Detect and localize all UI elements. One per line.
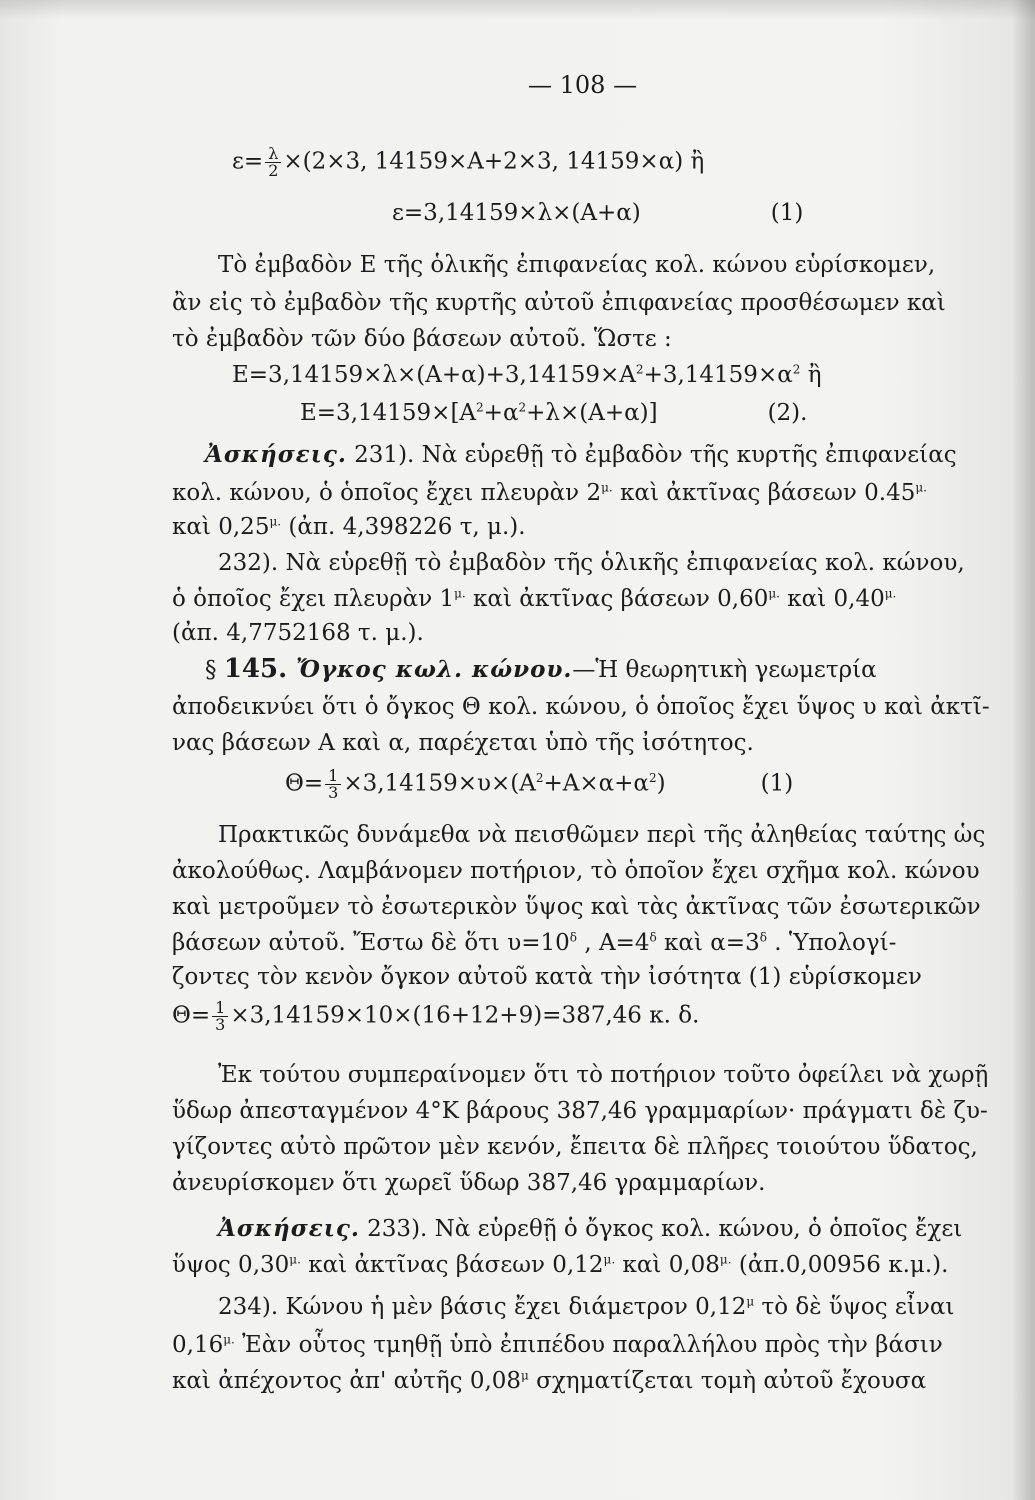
unit-sup: μ. [603,1252,616,1267]
paragraph-line: ὕδωρ ἀπεσταγμένον 4°Κ βάρους 387,46 γραμμαρίων· πράγματι δὲ ζυ- [172,1098,988,1124]
formula-or: ἢ [807,362,822,388]
exercise-text: καὶ 0,40 [779,586,885,612]
formula-line-1 [232,146,704,179]
formula-rhs: ×3,14159×10×(16+12+9)=387,46 κ. δ. [230,1002,700,1029]
paragraph-text: , Α=4 [577,930,650,956]
formula-line-6 [172,1000,699,1033]
formula-part: +Α×α+α [543,770,649,797]
superscript: 2 [535,770,544,785]
paragraph-text: . Ὑπολογί- [766,930,897,956]
paragraph-line: τὸ ἐμβαδὸν τῶν δύο βάσεων αὐτοῦ. Ὥστε : [172,326,672,352]
formula-lhs: Θ= [172,1002,211,1029]
formula-part: ) [656,770,666,797]
exercises-heading: Ἀσκήσεις. [218,1215,360,1242]
exercise-text: καὶ ἀκτῖνας βάσεων 0,12 [300,1252,604,1278]
unit-sup: μ. [454,586,466,601]
formula-part: +α [483,400,519,426]
paragraph-text: βάσεων αὐτοῦ. Ἔστω δὲ ὅτι υ=10 [172,930,570,956]
superscript: 2 [648,770,657,785]
paragraph-line: ἀνευρίσκομεν ὅτι χωρεῖ ὕδωρ 387,46 γραμμαρίων. [172,1170,766,1196]
top-shadow [0,0,1035,20]
exercise-text: (ἀπ. 4,398226 τ, μ.). [281,514,526,540]
unit-sup: μ. [223,1332,235,1347]
formula-part: Ε=3,14159×[Α [300,400,477,426]
formula-tag: (2). [767,400,808,426]
formula-tag: (1) [760,770,794,797]
formula-line-4 [300,398,807,428]
exercise-text: 234). Κώνου ἡ μὲν βάσις ἔχει διάμετρον 0,12 [218,1294,747,1320]
unit-sup: μ [521,1368,529,1383]
unit-sup: δ [759,930,767,945]
superscript: 2 [635,362,644,377]
exercise-text: (ἀπ.0,00956 κ.μ.). [731,1252,949,1278]
exercise-text: καὶ 0,25 [172,514,270,540]
section-text-line: ἀποδεικνύει ὅτι ὁ ὄγκος Θ κολ. κώνου, ὁ ὁποῖος ἔχει ὕψος υ καὶ ἀκτῖ- [172,694,990,720]
paragraph-line: Τὸ ἐμβαδὸν Ε τῆς ὁλικῆς ἐπιφανείας κολ. κώνου εὑρίσκομεν, [218,252,936,278]
fraction-denominator: 3 [328,783,339,802]
superscript: 2 [476,400,484,415]
paragraph-line [172,928,896,958]
fraction-numerator: 1 [212,1000,228,1017]
unit-sup: μ [746,1294,755,1309]
formula-part: Ε=3,14159×λ×(Α+α)+3,14159×Α [232,362,636,388]
formula-part: +3,14159×α [643,362,793,388]
exercise-text: 231). Νὰ εὑρεθῇ τὸ ἐμβαδὸν τῆς κυρτῆς ἐπιφανείας [346,442,957,468]
exercise-text: ὁ ὁποῖος ἔχει πλευρὰν 1 [172,586,455,612]
exercise-234-line [172,1366,926,1396]
formula-line-3 [232,360,821,390]
section-number: 145. [223,654,288,684]
exercise-231-line [205,440,957,470]
paragraph-line: ἂν εἰς τὸ ἐμβαδὸν τῆς κυρτῆς αὐτοῦ ἐπιφανείας προσθέσωμεν καὶ [172,290,946,316]
fraction [265,146,281,179]
unit-sup: μ. [915,480,927,495]
formula-tag: (1) [770,200,804,226]
exercise-text: 0,16 [172,1332,224,1358]
exercise-text: ὕψος 0,30 [172,1252,290,1278]
exercise-232-line [172,584,896,614]
formula-part: ×3,14159×υ×(Α [343,770,536,797]
section-text-line: νας βάσεων Α καὶ α, παρέχεται ὑπὸ τῆς ἰσότητος. [172,730,754,756]
paragraph-line: γίζοντες αὐτὸ πρῶτον μὲν κενόν, ἔπειτα δὲ πλῆρες τοιούτου ὕδατος, [172,1134,978,1160]
exercises-heading: Ἀσκήσεις. [205,441,347,468]
exercise-text: κολ. κώνου, ὁ ὁποῖος ἔχει πλευρὰν 2 [172,480,602,506]
fraction [212,1000,228,1033]
paragraph-line: Πρακτικῶς δυνάμεθα νὰ πεισθῶμεν περὶ τῆς ἀληθείας ταύτης ὡς [218,822,986,848]
exercise-234-line [172,1330,943,1360]
formula-or: ἢ [690,148,705,175]
formula-lhs: ε= [232,148,264,175]
superscript: 2 [792,362,801,377]
paragraph-line: ζοντες τὸν κενὸν ὄγκον αὐτοῦ κατὰ τὴν ἰσότητα (1) εὑρίσκομεν [172,964,922,990]
exercise-233-line [172,1250,948,1280]
exercise-233-line [218,1214,962,1244]
unit-sup: δ [649,930,657,945]
exercise-232-line: 232). Νὰ εὑρεθῇ τὸ ἐμβαδὸν τῆς ὁλικῆς ἐπιφανείας κολ. κώνου, [218,550,965,576]
fraction-denominator: 3 [215,1015,226,1034]
section-text: —Ἡ θεωρητικὴ γεωμετρία [572,657,877,683]
section-145-heading [205,654,877,685]
exercise-text: καὶ ἀπέχοντος ἀπ' αὐτῆς 0,08 [172,1368,522,1394]
unit-sup: δ [569,930,578,945]
fraction [325,768,341,801]
exercise-text: 233). Νὰ εὑρεθῇ ὁ ὄγκος κολ. κώνου, ὁ ὁποῖος ἔχει [359,1216,963,1242]
superscript: 2 [518,400,527,415]
section-title: Ὄγκος κωλ. κώνου. [287,656,573,683]
formula-line-2 [392,198,803,228]
unit-sup: μ. [269,514,282,529]
fraction-numerator: 1 [325,768,341,785]
fraction-numerator: λ [265,146,281,163]
exercise-234-line [218,1292,954,1322]
paragraph-line: καὶ μετροῦμεν τὸ ἐσωτερικὸν ὕψος καὶ τὰς ἀκτῖνας τῶν ἐσωτερικῶν [172,894,981,920]
paragraph-line: ἀκολούθως. Λαμβάνομεν ποτήριον, τὸ ὁποῖον ἔχει σχῆμα κολ. κώνου [172,858,980,884]
fraction-denominator: 2 [268,161,279,180]
exercise-text: καὶ ἀκτῖνας βάσεων 0.45 [612,480,916,506]
formula-rhs: ×(2×3, 14159×Α+2×3, 14159×α) [283,148,684,175]
page-number: — 108 — [528,71,638,99]
formula-lhs: Θ= [285,770,324,797]
binding-edge-shadow [1011,0,1035,1500]
exercise-231-line [172,478,927,508]
formula-expression: ε=3,14159×λ×(Α+α) [392,200,641,226]
formula-line-5 [285,768,793,801]
section-sign: § [205,657,217,683]
paragraph-text: καὶ α=3 [656,930,760,956]
unit-sup: μ. [768,586,780,601]
paragraph-line: Ἐκ τούτου συμπεραίνομεν ὅτι τὸ ποτήριον τοῦτο ὀφείλει νὰ χωρῇ [218,1062,989,1088]
exercise-text: σχηματίζεται τομὴ αὐτοῦ ἔχουσα [528,1368,927,1394]
formula-part: +λ×(Α+α)] [526,400,658,426]
unit-sup: μ. [601,480,613,495]
exercise-232-line: (ἀπ. 4,7752168 τ. μ.). [172,620,424,646]
exercise-text: καὶ 0,08 [615,1252,720,1278]
exercise-text: Ἐὰν οὗτος τμηθῇ ὑπὸ ἐπιπέδου παραλλήλου πρὸς τὴν βάσιν [234,1332,943,1358]
exercise-text: τὸ δὲ ὕψος εἶναι [754,1294,955,1320]
unit-sup: μ. [289,1252,301,1267]
exercise-text: καὶ ἀκτῖνας βάσεων 0,60 [465,586,769,612]
exercise-231-line [172,512,526,542]
unit-sup: μ. [719,1252,732,1267]
unit-sup: μ. [884,586,897,601]
